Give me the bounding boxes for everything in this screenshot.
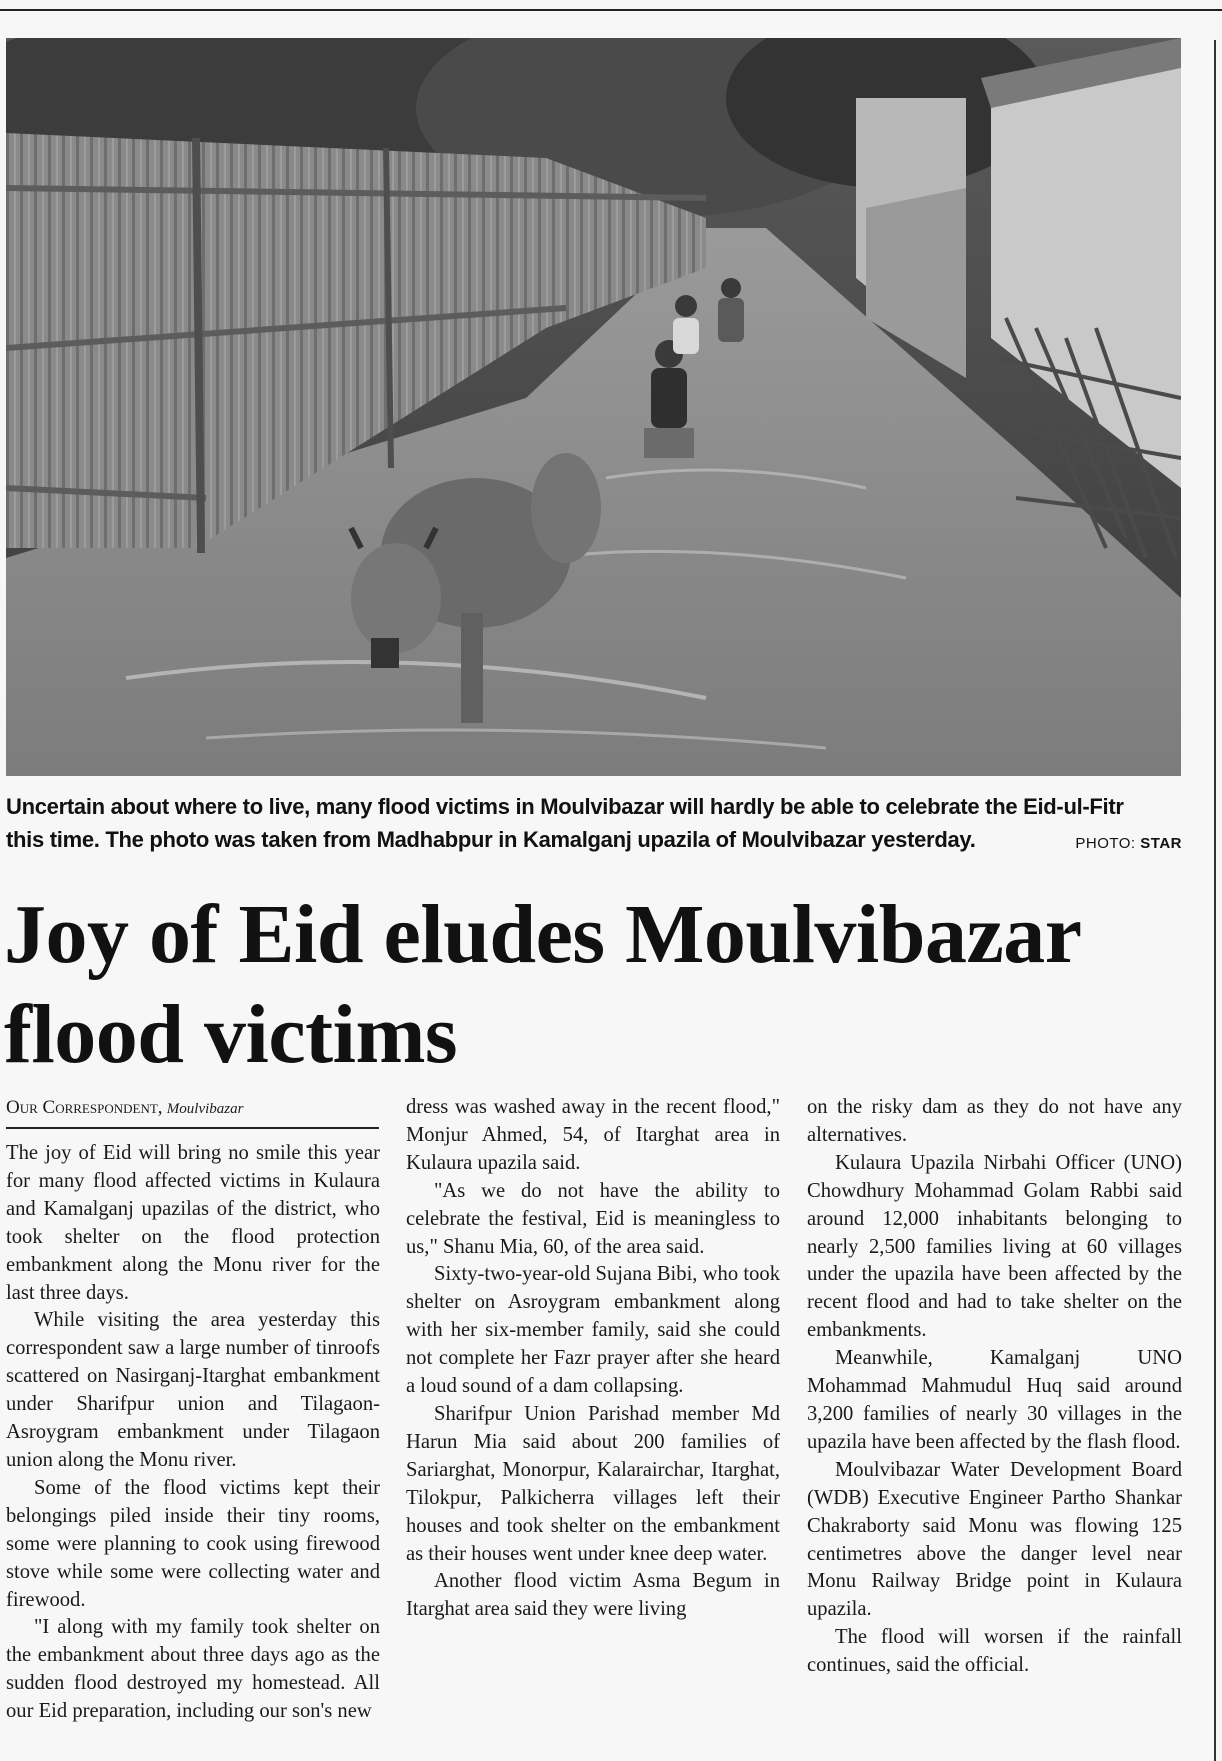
paragraph: Sixty-two-year-old Sujana Bibi, who took shelter on Asroygram embankment along with her six-member family, said she could not complete her Fazr prayer after she heard a loud sound of a dam collapsing. [406, 1263, 780, 1398]
article-column-3 [807, 1094, 1182, 1680]
paragraph: "I along with my family took shelter on the embankment about three days ago as the sudden flood destroyed my homestead. All our Eid preparation, including our son's new [6, 1616, 380, 1723]
headline [4, 885, 1204, 1085]
headline-line-1: Joy of Eid eludes Moulvibazar [4, 888, 1082, 981]
paragraph: dress was washed away in the recent flood," Monjur Ahmed, 54, of Itarghat area in Kulaura upazila said. [406, 1096, 780, 1174]
paragraph: Some of the flood victims kept their belongings piled inside their tiny rooms, some were planning to cook using firewood stove while some were collecting water and firewood. [6, 1476, 380, 1611]
byline-author: Our Correspondent, [6, 1097, 163, 1118]
photo-credit [1075, 827, 1182, 860]
paragraph: Moulvibazar Water Development Board (WDB) Executive Engineer Partho Shankar Chakraborty said Monu was flowing 125 centimetres above the danger level near Monu Railway Bridge point in Kulaura upazila. [807, 1458, 1182, 1621]
paragraph: The flood will worsen if the rainfall continues, said the official. [807, 1626, 1182, 1677]
paragraph: Meanwhile, Kamalganj UNO Mohammad Mahmudul Huq said around 3,200 families of nearly 30 villages in the upazila have been affected by the flash flood. [807, 1347, 1182, 1453]
paragraph: on the risky dam as they do not have any alternatives. [807, 1096, 1182, 1146]
paragraph: While visiting the area yesterday this correspondent saw a large number of tinroofs scattered on Nasirganj-Itarghat embankment under Sharifpur union and Tilagaon-Asroygram embankment under Tilagaon union along the Monu river. [6, 1309, 380, 1471]
photo-credit-source: STAR [1140, 835, 1182, 852]
article-column-2 [406, 1094, 780, 1624]
column-rule [1214, 40, 1216, 1761]
paragraph: The joy of Eid will bring no smile this year for many flood affected victims in Kulaura and Kamalganj upazilas of the district, who took shelter on the flood protection embankment along the Monu river for the last three days. [6, 1142, 380, 1304]
headline-line-2: flood victims [4, 988, 458, 1081]
paragraph: Another flood victim Asma Begum in Itarghat area said they were living [406, 1570, 780, 1621]
caption-line-2-text: this time. The photo was taken from Madhabpur in Kamalganj upazila of Moulvibazar yesterday. [6, 827, 976, 852]
byline-dateline: Moulvibazar [166, 1101, 244, 1117]
caption-line-1: Uncertain about where to live, many flood victims in Moulvibazar will hardly be able to celebrate the Eid-ul-Fitr [6, 794, 1124, 819]
photo-credit-prefix: PHOTO: [1075, 835, 1141, 852]
photo-caption [6, 790, 1182, 856]
paragraph: Sharifpur Union Parishad member Md Harun Mia said about 200 families of Sariarghat, Monorpur, Kalarairchar, Itarghat, Tilokpur, Palkicherra villages left their houses and took shelter on the embankment as their houses went under knee deep water. [406, 1402, 780, 1565]
top-rule [0, 9, 1222, 11]
flood-photo [6, 38, 1181, 776]
caption-line-2 [6, 823, 1182, 856]
byline [6, 1097, 379, 1129]
article-column-1 [6, 1140, 380, 1726]
paragraph: "As we do not have the ability to celebrate the festival, Eid is meaningless to us," Shanu Mia, 60, of the area said. [406, 1179, 780, 1258]
paragraph: Kulaura Upazila Nirbahi Officer (UNO) Chowdhury Mohammad Golam Rabbi said around 12,000 inhabitants belonging to nearly 2,500 families living at 60 villages under the upazila have been affected by the recent flood and had to take shelter on the embankments. [807, 1151, 1182, 1342]
